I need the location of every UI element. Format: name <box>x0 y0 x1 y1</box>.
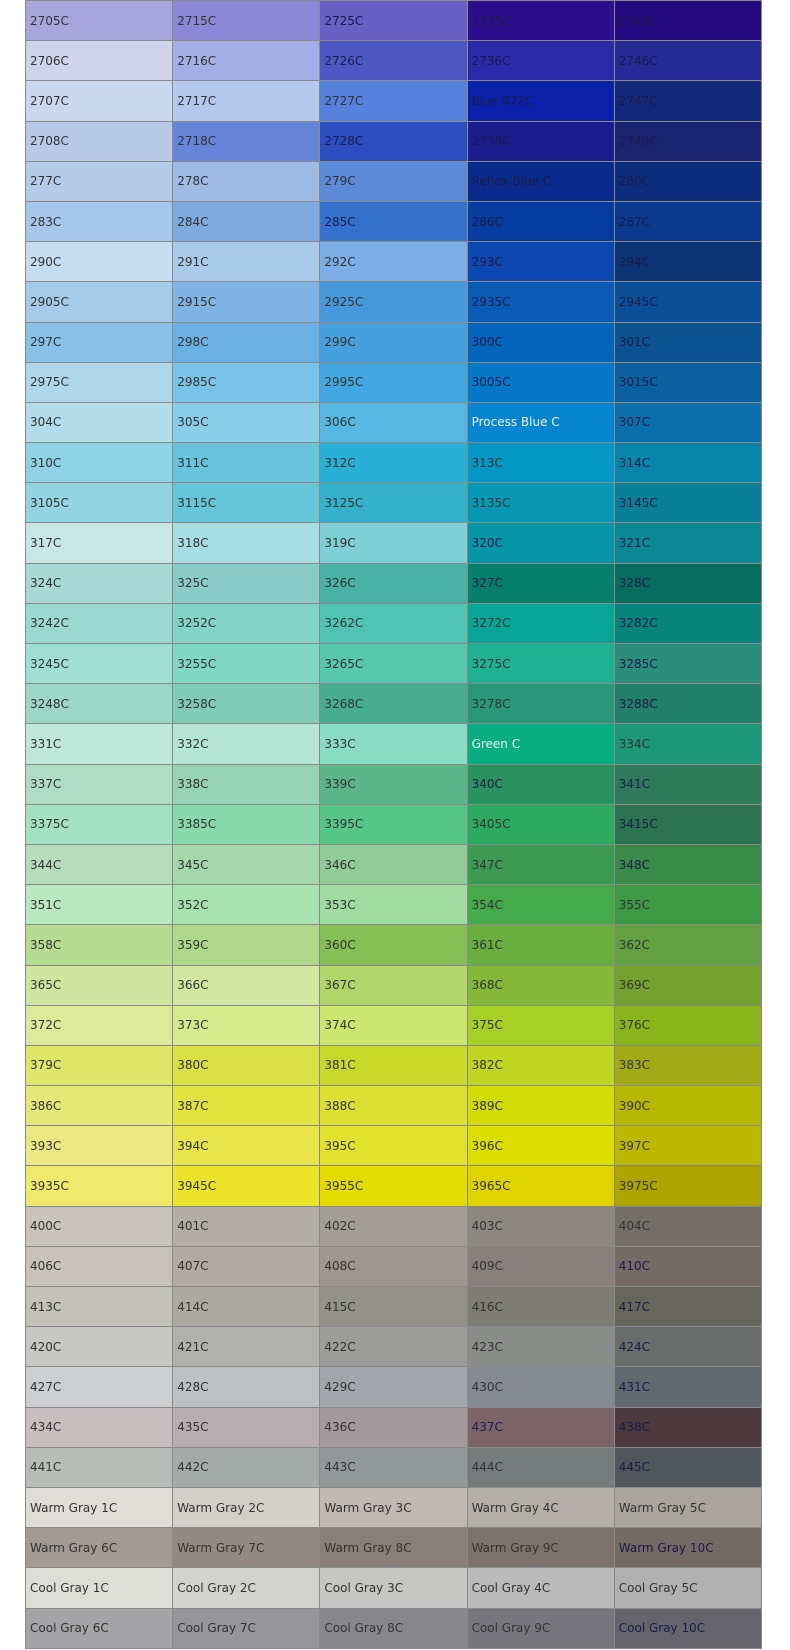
color-swatch-cell: 310C <box>26 443 173 483</box>
color-swatch-cell: 334C <box>614 724 761 764</box>
color-swatch-cell: 354C <box>467 885 614 925</box>
color-swatch-cell: Cool Gray 3C <box>320 1568 467 1608</box>
swatch-row <box>26 644 762 684</box>
color-swatch-cell: 362C <box>614 925 761 965</box>
swatch-row <box>26 1005 762 1045</box>
color-swatch-cell: 409C <box>467 1246 614 1286</box>
color-swatch-cell: 311C <box>173 443 320 483</box>
swatch-row <box>26 1568 762 1608</box>
swatch-table-body <box>26 1 762 1649</box>
color-swatch-cell: 365C <box>26 965 173 1005</box>
color-swatch-cell: 2707C <box>26 81 173 121</box>
color-swatch-cell: 285C <box>320 201 467 241</box>
color-swatch-cell: 3255C <box>173 644 320 684</box>
color-swatch-cell: 366C <box>173 965 320 1005</box>
color-swatch-cell: 410C <box>614 1246 761 1286</box>
color-swatch-cell: 3275C <box>467 644 614 684</box>
color-swatch-cell: 2746C <box>614 41 761 81</box>
color-swatch-cell: Cool Gray 6C <box>26 1608 173 1648</box>
color-swatch-cell: 299C <box>320 322 467 362</box>
swatch-row <box>26 1487 762 1527</box>
color-swatch-cell: 2935C <box>467 282 614 322</box>
color-swatch-cell: 2726C <box>320 41 467 81</box>
color-swatch-cell: 400C <box>26 1206 173 1246</box>
color-swatch-cell: 417C <box>614 1287 761 1327</box>
color-swatch-cell: 339C <box>320 764 467 804</box>
color-swatch-cell: Warm Gray 1C <box>26 1487 173 1527</box>
swatch-row <box>26 1447 762 1487</box>
swatch-row <box>26 1166 762 1206</box>
color-swatch-cell: 374C <box>320 1005 467 1045</box>
color-swatch-cell: 376C <box>614 1005 761 1045</box>
color-swatch-cell: 443C <box>320 1447 467 1487</box>
color-swatch-cell: 372C <box>26 1005 173 1045</box>
swatch-row <box>26 844 762 884</box>
color-swatch-cell: 2715C <box>173 1 320 41</box>
color-swatch-cell: 300C <box>467 322 614 362</box>
color-swatch-cell: 438C <box>614 1407 761 1447</box>
swatch-row <box>26 362 762 402</box>
color-swatch-cell: Green C <box>467 724 614 764</box>
swatch-row <box>26 242 762 282</box>
color-swatch-cell: 2735C <box>467 1 614 41</box>
color-swatch-cell: 3415C <box>614 804 761 844</box>
color-swatch-cell: 2705C <box>26 1 173 41</box>
color-swatch-cell: Cool Gray 10C <box>614 1608 761 1648</box>
color-swatch-cell: 434C <box>26 1407 173 1447</box>
color-swatch-cell: 297C <box>26 322 173 362</box>
color-swatch-cell: 3252C <box>173 603 320 643</box>
color-swatch-cell: 445C <box>614 1447 761 1487</box>
color-swatch-cell: Warm Gray 8C <box>320 1528 467 1568</box>
color-swatch-cell: 397C <box>614 1126 761 1166</box>
color-swatch-cell: 2708C <box>26 121 173 161</box>
color-swatch-cell: 421C <box>173 1327 320 1367</box>
color-swatch-cell: Blue 072C <box>467 81 614 121</box>
color-swatch-cell: 2718C <box>173 121 320 161</box>
color-swatch-cell: 328C <box>614 563 761 603</box>
color-swatch-cell: 437C <box>467 1407 614 1447</box>
color-swatch-cell: 313C <box>467 443 614 483</box>
color-swatch-cell: 3375C <box>26 804 173 844</box>
color-swatch-cell: 3245C <box>26 644 173 684</box>
color-swatch-cell: 306C <box>320 402 467 442</box>
color-swatch-cell: Cool Gray 8C <box>320 1608 467 1648</box>
color-swatch-cell: Warm Gray 5C <box>614 1487 761 1527</box>
color-swatch-cell: 3105C <box>26 483 173 523</box>
color-swatch-cell: 2925C <box>320 282 467 322</box>
color-swatch-cell: 291C <box>173 242 320 282</box>
color-swatch-cell: 390C <box>614 1086 761 1126</box>
swatch-row <box>26 523 762 563</box>
color-swatch-cell: 286C <box>467 201 614 241</box>
swatch-row <box>26 563 762 603</box>
color-swatch-cell: Cool Gray 2C <box>173 1568 320 1608</box>
color-swatch-cell: 2915C <box>173 282 320 322</box>
color-swatch-cell: 3395C <box>320 804 467 844</box>
color-swatch-cell: 326C <box>320 563 467 603</box>
color-swatch-cell: 321C <box>614 523 761 563</box>
color-swatch-cell: 444C <box>467 1447 614 1487</box>
swatch-row <box>26 1 762 41</box>
color-swatch-cell: 414C <box>173 1287 320 1327</box>
color-swatch-cell: 430C <box>467 1367 614 1407</box>
swatch-row <box>26 443 762 483</box>
swatch-row <box>26 684 762 724</box>
color-swatch-cell: 2736C <box>467 41 614 81</box>
color-swatch-cell: Warm Gray 2C <box>173 1487 320 1527</box>
color-swatch-cell: 361C <box>467 925 614 965</box>
swatch-row <box>26 603 762 643</box>
color-swatch-cell: 386C <box>26 1086 173 1126</box>
color-swatch-cell: 290C <box>26 242 173 282</box>
color-swatch-cell: 320C <box>467 523 614 563</box>
color-swatch-cell: 2975C <box>26 362 173 402</box>
color-swatch-cell: 413C <box>26 1287 173 1327</box>
color-swatch-cell: 3288C <box>614 684 761 724</box>
color-swatch-cell: 3268C <box>320 684 467 724</box>
swatch-row <box>26 1327 762 1367</box>
color-swatch-cell: 2725C <box>320 1 467 41</box>
color-swatch-cell: 318C <box>173 523 320 563</box>
color-swatch-cell: 327C <box>467 563 614 603</box>
color-swatch-cell: 3145C <box>614 483 761 523</box>
color-swatch-cell: 353C <box>320 885 467 925</box>
color-swatch-cell: Reflex Blue C <box>467 161 614 201</box>
swatch-row <box>26 804 762 844</box>
color-swatch-cell: 2745C <box>614 1 761 41</box>
color-swatch-cell: 420C <box>26 1327 173 1367</box>
color-swatch-cell: 3955C <box>320 1166 467 1206</box>
color-swatch-cell: 423C <box>467 1327 614 1367</box>
swatch-row <box>26 1086 762 1126</box>
swatch-row <box>26 1246 762 1286</box>
swatch-row <box>26 925 762 965</box>
swatch-row <box>26 1287 762 1327</box>
color-swatch-cell: 284C <box>173 201 320 241</box>
color-swatch-cell: 435C <box>173 1407 320 1447</box>
color-swatch-cell: 427C <box>26 1367 173 1407</box>
swatch-row <box>26 1367 762 1407</box>
color-swatch-cell: 401C <box>173 1206 320 1246</box>
color-swatch-cell: Warm Gray 7C <box>173 1528 320 1568</box>
color-swatch-cell: 2728C <box>320 121 467 161</box>
color-swatch-cell: 389C <box>467 1086 614 1126</box>
color-swatch-cell: 441C <box>26 1447 173 1487</box>
color-swatch-cell: 387C <box>173 1086 320 1126</box>
color-swatch-cell: 2945C <box>614 282 761 322</box>
color-swatch-cell: 359C <box>173 925 320 965</box>
color-swatch-cell: 379C <box>26 1045 173 1085</box>
color-swatch-cell: 277C <box>26 161 173 201</box>
color-swatch-cell: 3262C <box>320 603 467 643</box>
color-swatch-cell: 3935C <box>26 1166 173 1206</box>
swatch-row <box>26 1407 762 1447</box>
swatch-row <box>26 483 762 523</box>
color-swatch-cell: 2985C <box>173 362 320 402</box>
color-swatch-cell: Cool Gray 9C <box>467 1608 614 1648</box>
color-swatch-cell: 307C <box>614 402 761 442</box>
color-swatch-cell: Warm Gray 9C <box>467 1528 614 1568</box>
swatch-row <box>26 81 762 121</box>
color-swatch-cell: 360C <box>320 925 467 965</box>
swatch-row <box>26 965 762 1005</box>
swatch-row <box>26 282 762 322</box>
color-swatch-cell: 442C <box>173 1447 320 1487</box>
color-swatch-cell: 283C <box>26 201 173 241</box>
swatch-row <box>26 402 762 442</box>
color-swatch-cell: 436C <box>320 1407 467 1447</box>
color-swatch-cell: 402C <box>320 1206 467 1246</box>
color-swatch-cell: 2995C <box>320 362 467 402</box>
color-swatch-cell: 324C <box>26 563 173 603</box>
color-swatch-cell: 2717C <box>173 81 320 121</box>
color-swatch-cell: 3405C <box>467 804 614 844</box>
color-swatch-cell: 395C <box>320 1126 467 1166</box>
color-swatch-cell: 319C <box>320 523 467 563</box>
swatch-row <box>26 1126 762 1166</box>
color-swatch-cell: 368C <box>467 965 614 1005</box>
color-swatch-cell: 358C <box>26 925 173 965</box>
color-swatch-cell: 341C <box>614 764 761 804</box>
color-swatch-cell: 369C <box>614 965 761 1005</box>
color-swatch-cell: 3125C <box>320 483 467 523</box>
color-swatch-cell: 338C <box>173 764 320 804</box>
color-swatch-cell: 333C <box>320 724 467 764</box>
color-swatch-cell: 415C <box>320 1287 467 1327</box>
color-swatch-cell: 346C <box>320 844 467 884</box>
color-swatch-cell: 345C <box>173 844 320 884</box>
color-swatch-cell: 382C <box>467 1045 614 1085</box>
color-swatch-cell: Warm Gray 3C <box>320 1487 467 1527</box>
color-swatch-cell: 293C <box>467 242 614 282</box>
color-swatch-cell: 314C <box>614 443 761 483</box>
color-swatch-cell: 3258C <box>173 684 320 724</box>
color-swatch-cell: 403C <box>467 1206 614 1246</box>
color-swatch-cell: 428C <box>173 1367 320 1407</box>
color-swatch-cell: 287C <box>614 201 761 241</box>
color-swatch-cell: 3282C <box>614 603 761 643</box>
color-swatch-cell: 3975C <box>614 1166 761 1206</box>
color-swatch-cell: 292C <box>320 242 467 282</box>
color-swatch-cell: 3005C <box>467 362 614 402</box>
color-swatch-cell: 3248C <box>26 684 173 724</box>
color-swatch-cell: 388C <box>320 1086 467 1126</box>
color-swatch-cell: 279C <box>320 161 467 201</box>
color-swatch-cell: 3278C <box>467 684 614 724</box>
color-swatch-cell: 394C <box>173 1126 320 1166</box>
color-swatch-cell: 3115C <box>173 483 320 523</box>
color-swatch-cell: Cool Gray 7C <box>173 1608 320 1648</box>
color-swatch-cell: 2727C <box>320 81 467 121</box>
color-swatch-cell: 381C <box>320 1045 467 1085</box>
color-swatch-cell: 3242C <box>26 603 173 643</box>
color-swatch-cell: 404C <box>614 1206 761 1246</box>
color-swatch-cell: 422C <box>320 1327 467 1367</box>
swatch-row <box>26 724 762 764</box>
color-swatch-cell: 393C <box>26 1126 173 1166</box>
color-swatch-cell: 317C <box>26 523 173 563</box>
swatch-row <box>26 322 762 362</box>
color-swatch-cell: 301C <box>614 322 761 362</box>
color-swatch-cell: 2706C <box>26 41 173 81</box>
swatch-row <box>26 201 762 241</box>
color-swatch-cell: 375C <box>467 1005 614 1045</box>
color-swatch-cell: 2747C <box>614 81 761 121</box>
swatch-row <box>26 121 762 161</box>
color-swatch-cell: 373C <box>173 1005 320 1045</box>
swatch-row <box>26 1206 762 1246</box>
color-swatch-cell: 305C <box>173 402 320 442</box>
color-swatch-cell: 3965C <box>467 1166 614 1206</box>
color-swatch-cell: 3945C <box>173 1166 320 1206</box>
color-swatch-cell: 344C <box>26 844 173 884</box>
color-swatch-cell: 337C <box>26 764 173 804</box>
color-swatch-cell: 396C <box>467 1126 614 1166</box>
color-swatch-cell: 3385C <box>173 804 320 844</box>
color-swatch-cell: 2905C <box>26 282 173 322</box>
color-swatch-cell: Cool Gray 4C <box>467 1568 614 1608</box>
color-swatch-cell: 429C <box>320 1367 467 1407</box>
color-swatch-cell: 380C <box>173 1045 320 1085</box>
color-swatch-cell: 3285C <box>614 644 761 684</box>
color-swatch-cell: 367C <box>320 965 467 1005</box>
swatch-table <box>25 0 762 1649</box>
color-swatch-cell: 416C <box>467 1287 614 1327</box>
color-swatch-cell: Warm Gray 10C <box>614 1528 761 1568</box>
color-swatch-cell: Warm Gray 6C <box>26 1528 173 1568</box>
swatch-row <box>26 161 762 201</box>
color-swatch-cell: 3135C <box>467 483 614 523</box>
color-swatch-cell: 340C <box>467 764 614 804</box>
color-swatch-cell: 2738C <box>467 121 614 161</box>
swatch-row <box>26 1528 762 1568</box>
color-swatch-cell: 2748C <box>614 121 761 161</box>
color-swatch-cell: 332C <box>173 724 320 764</box>
color-swatch-cell: 3015C <box>614 362 761 402</box>
color-swatch-cell: 352C <box>173 885 320 925</box>
color-swatch-cell: 431C <box>614 1367 761 1407</box>
swatch-row <box>26 41 762 81</box>
color-swatch-cell: Process Blue C <box>467 402 614 442</box>
color-swatch-cell: 351C <box>26 885 173 925</box>
color-swatch-cell: 280C <box>614 161 761 201</box>
color-swatch-cell: 406C <box>26 1246 173 1286</box>
color-swatch-cell: 2716C <box>173 41 320 81</box>
swatch-row <box>26 885 762 925</box>
color-swatch-cell: 407C <box>173 1246 320 1286</box>
color-swatch-cell: 331C <box>26 724 173 764</box>
color-swatch-cell: Warm Gray 4C <box>467 1487 614 1527</box>
swatch-row <box>26 1045 762 1085</box>
color-swatch-cell: 3272C <box>467 603 614 643</box>
color-swatch-cell: 304C <box>26 402 173 442</box>
color-swatch-cell: 298C <box>173 322 320 362</box>
swatch-row <box>26 764 762 804</box>
color-swatch-cell: 312C <box>320 443 467 483</box>
color-swatch-cell: Cool Gray 5C <box>614 1568 761 1608</box>
color-swatch-cell: 3265C <box>320 644 467 684</box>
color-swatch-cell: 355C <box>614 885 761 925</box>
color-swatch-cell: Cool Gray 1C <box>26 1568 173 1608</box>
color-swatch-cell: 294C <box>614 242 761 282</box>
swatch-row <box>26 1608 762 1648</box>
color-swatch-cell: 325C <box>173 563 320 603</box>
color-swatch-cell: 278C <box>173 161 320 201</box>
color-swatch-cell: 347C <box>467 844 614 884</box>
color-swatch-cell: 424C <box>614 1327 761 1367</box>
color-swatch-cell: 383C <box>614 1045 761 1085</box>
color-swatch-cell: 348C <box>614 844 761 884</box>
color-swatch-cell: 408C <box>320 1246 467 1286</box>
